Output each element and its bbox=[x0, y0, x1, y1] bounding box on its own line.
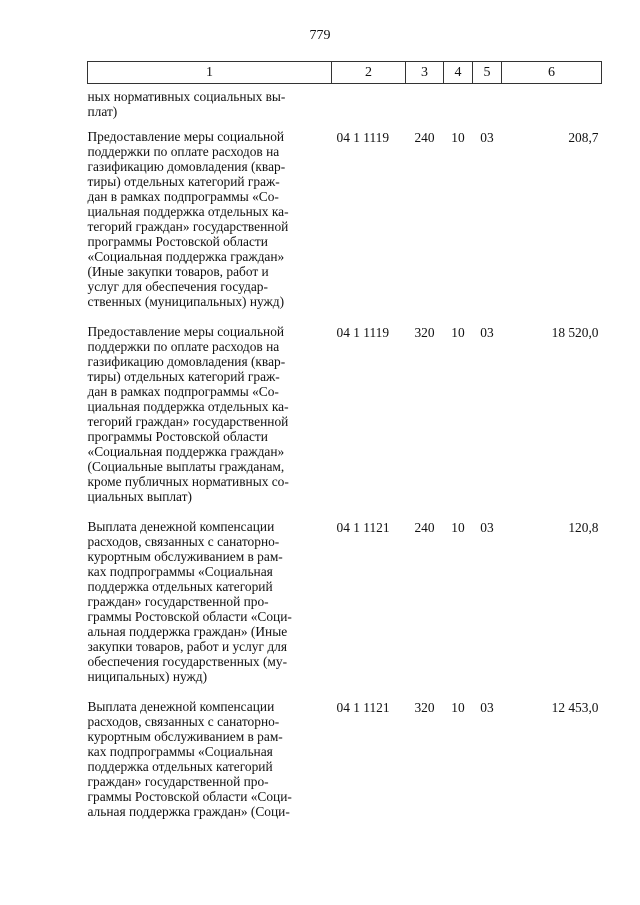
row-amount: 120,8 bbox=[568, 520, 599, 535]
table-row-continuation bbox=[88, 84, 602, 130]
row-col3: 320 bbox=[414, 700, 435, 715]
row-amount: 208,7 bbox=[568, 130, 599, 145]
table-header-row bbox=[88, 62, 602, 84]
row-col3: 320 bbox=[414, 325, 435, 340]
header-col-6: 6 bbox=[502, 62, 602, 84]
budget-table bbox=[87, 61, 602, 834]
header-col-1: 1 bbox=[88, 62, 332, 84]
row-description: Предоставление меры социальной поддержки по оплате расходов на газификацию домовладения (квар- тиры) отдельных категорий граж- дан в рамках подпрограммы «Со- циальная поддержка отдельных ка- тегорий граждан» государственной программы Ростовской области «Социальная поддержка граждан» (Социальные выплаты гражданам, кроме публичных нормативных со- циальных выплат) bbox=[87, 324, 289, 504]
row-col4: 10 bbox=[451, 325, 465, 340]
page-number: 779 bbox=[309, 28, 331, 43]
row-amount: 18 520,0 bbox=[551, 325, 599, 340]
row-amount: 12 453,0 bbox=[551, 700, 599, 715]
header-col-4: 4 bbox=[444, 62, 473, 84]
row-description: Выплата денежной компенсации расходов, связанных с санаторно- курортным обслуживанием в рам- ках подпрограммы «Социальная поддержка отдельных категорий граждан» государственной про- граммы Ростовской области «Соци- альная поддержка граждан» (Иные закупки товаров, работ и услуг для обеспечения государственных (му- ниципальных) нужд) bbox=[87, 519, 292, 684]
row-description: Предоставление меры социальной поддержки по оплате расходов на газификацию домовладения (квар- тиры) отдельных категорий граж- дан в рамках подпрограммы «Со- циальная поддержка отдельных ка- тегорий граждан» государственной программы Ростовской области «Социальная поддержка граждан» (Иные закупки товаров, работ и услуг для обеспечения государ- ственных (муниципальных) нужд) bbox=[87, 129, 289, 309]
table-row bbox=[88, 519, 602, 699]
header-col-2: 2 bbox=[332, 62, 406, 84]
row-col5: 03 bbox=[480, 520, 494, 535]
row-code: 04 1 1119 bbox=[336, 325, 390, 340]
row-code: 04 1 1121 bbox=[336, 700, 390, 715]
row-col3: 240 bbox=[414, 130, 435, 145]
row-col3: 240 bbox=[414, 520, 435, 535]
row-col4: 10 bbox=[451, 700, 465, 715]
table-row bbox=[88, 699, 602, 834]
table-row bbox=[88, 129, 602, 324]
row-col5: 03 bbox=[480, 130, 494, 145]
header-col-3: 3 bbox=[406, 62, 444, 84]
row-code: 04 1 1121 bbox=[336, 520, 390, 535]
row-col5: 03 bbox=[480, 700, 494, 715]
row-description: Выплата денежной компенсации расходов, связанных с санаторно- курортным обслуживанием в рам- ках подпрограммы «Социальная поддержка отдельных категорий граждан» государственной про- граммы Ростовской области «Соци- альная поддержка граждан» (Соци- bbox=[87, 699, 292, 819]
row-col4: 10 bbox=[451, 130, 465, 145]
continuation-text: ных нормативных социальных вы- плат) bbox=[87, 89, 286, 119]
header-col-5: 5 bbox=[473, 62, 502, 84]
table-row bbox=[88, 324, 602, 519]
row-code: 04 1 1119 bbox=[336, 130, 390, 145]
row-col4: 10 bbox=[451, 520, 465, 535]
row-col5: 03 bbox=[480, 325, 494, 340]
